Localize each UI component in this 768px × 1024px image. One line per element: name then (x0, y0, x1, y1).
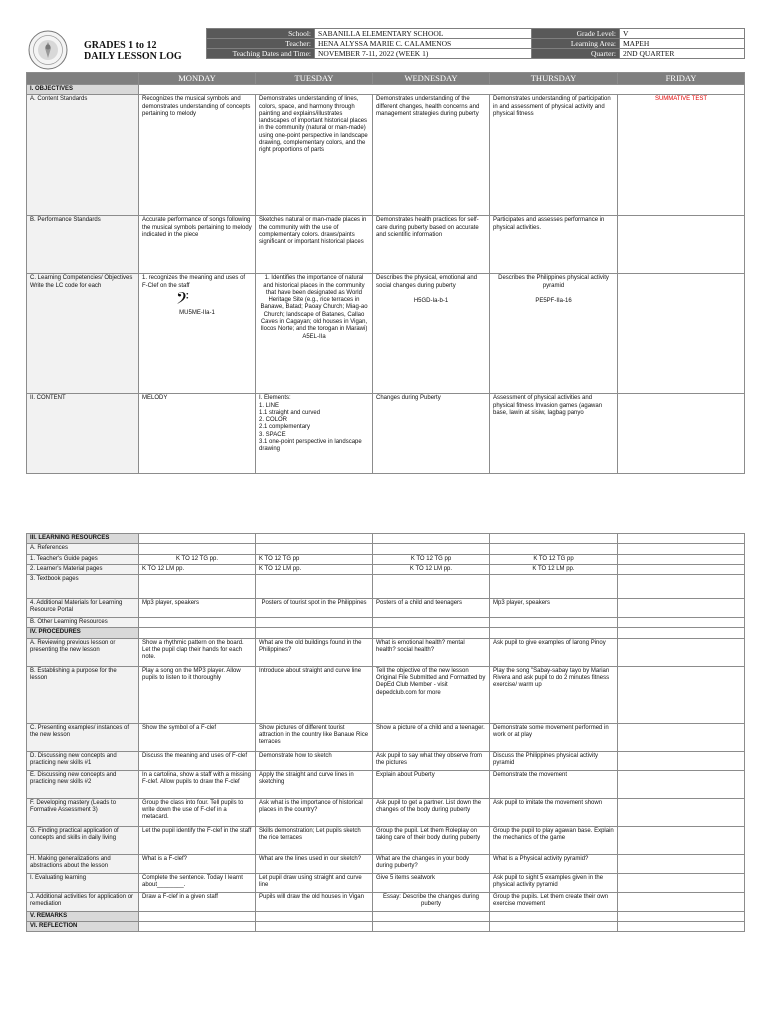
references-label: A. References (27, 544, 139, 554)
procedure-row (27, 723, 745, 751)
competencies-fri (618, 274, 745, 394)
procedure-tue: What are the old buildings found in the Philippines? (256, 638, 373, 666)
procedure-tue: Show pictures of different tourist attraction in the country like Banaue Rice terraces (256, 723, 373, 751)
content-mon: MELODY (139, 394, 256, 474)
competencies-mon-text: 1. recognizes the meaning and uses of F-Clef on the staff (142, 275, 246, 289)
procedure-wed: Tell the objective of the new lesson Original File Submitted and Formatted by DepEd Club Member - visit depedclub.com for more (373, 666, 490, 723)
day-header-tuesday: TUESDAY (256, 73, 373, 85)
teacher-value: HENA ALYSSA MARIE C. CALAMENOS (315, 39, 532, 49)
learners-material-row (27, 564, 745, 574)
competencies-thu-code: PE5PF-IIa-16 (535, 297, 572, 304)
brand-line-1: GRADES 1 to 12 (84, 40, 157, 51)
references-row (27, 544, 745, 554)
content-standards-wed: Demonstrates understanding of the different changes, health concerns and management strategies during puberty (373, 95, 490, 216)
procedure-wed: Explain about Puberty (373, 770, 490, 798)
day-header-thursday: THURSDAY (490, 73, 618, 85)
procedure-mon: Show a rhythmic pattern on the board. Let the pupil clap their hands for each note. (139, 638, 256, 666)
day-header-friday: FRIDAY (618, 73, 745, 85)
procedure-label: B. Establishing a purpose for the lesson (27, 666, 139, 723)
procedure-mon: Group the class into four. Tell pupils to write down the use of F-clef in a metacard. (139, 798, 256, 826)
additional-materials-wed: Posters of a child and teenagers (373, 599, 490, 618)
procedure-mon: Play a song on the MP3 player. Allow pupils to listen to it thoroughly (139, 666, 256, 723)
day-header-monday: MONDAY (139, 73, 256, 85)
learners-material-label: 2. Learner's Material pages (27, 564, 139, 574)
info-row-school (207, 29, 745, 39)
content-standards-mon: Recognizes the musical symbols and demonstrates understanding of concepts pertaining to melody (139, 95, 256, 216)
competencies-tue-code: A5EL-IIa (302, 333, 326, 340)
procedure-tue: Introduce about straight and curve line (256, 666, 373, 723)
procedure-row (27, 873, 745, 892)
competencies-row (27, 274, 745, 394)
procedure-label: E. Discussing new concepts and practicing new skills #2 (27, 770, 139, 798)
procedure-mon: Let the pupil identify the F-clef in the staff (139, 826, 256, 854)
content-standards-row (27, 95, 745, 216)
objectives-blank (139, 85, 745, 95)
procedure-row (27, 751, 745, 770)
procedure-wed: Give 5 items seatwork (373, 873, 490, 892)
performance-standards-tue: Sketches natural or man-made places in the community with the use of complementary colors. draws/paints significant or important historical places (256, 216, 373, 274)
procedure-label: I. Evaluating learning (27, 873, 139, 892)
day-header-row (27, 73, 745, 85)
content-row (27, 394, 745, 474)
procedure-tue: Apply the straight and curve lines in sketching (256, 770, 373, 798)
procedure-mon: What is a F-clef? (139, 854, 256, 873)
procedures-title: IV. PROCEDURES (27, 628, 139, 638)
info-row-teacher (207, 39, 745, 49)
procedure-tue: Skills demonstration; Let pupils sketch the rice terraces (256, 826, 373, 854)
dates-label: Teaching Dates and Time: (207, 49, 315, 59)
learners-material-wed: K TO 12 LM pp. (373, 564, 490, 574)
procedure-row (27, 666, 745, 723)
additional-materials-thu: Mp3 player, speakers (490, 599, 618, 618)
performance-standards-fri (618, 216, 745, 274)
teachers-guide-mon: K TO 12 TG pp. (139, 554, 256, 564)
content-thu: Assessment of physical activities and physical fitness Invasion games (agawan base, lawin at sisiw, Iagbag panyo (490, 394, 618, 474)
procedure-thu: Play the song "Sabay-sabay tayo by Marian Rivera and ask pupil to do 2 minutes fitness exercise/ warm up (490, 666, 618, 723)
procedure-row (27, 826, 745, 854)
procedure-label: J. Additional activities for application or remediation (27, 892, 139, 911)
procedure-row (27, 892, 745, 911)
resources-procedures-table (26, 533, 745, 932)
procedure-mon: Show the symbol of a F-clef (139, 723, 256, 751)
content-tue-line: I. Elements: (259, 395, 291, 402)
info-row-dates (207, 49, 745, 59)
objectives-table (26, 72, 745, 474)
content-fri (618, 394, 745, 474)
procedure-wed: What are the changes in your body during puberty? (373, 854, 490, 873)
performance-standards-label: B. Performance Standards (27, 216, 139, 274)
competencies-mon (139, 274, 256, 394)
performance-standards-row (27, 216, 745, 274)
additional-materials-tue: Posters of tourist spot in the Philippines (256, 599, 373, 618)
procedure-thu: What is a Physical activity pyramid? (490, 854, 618, 873)
learning-area-value: MAPEH (620, 39, 745, 49)
procedure-row (27, 770, 745, 798)
procedure-thu: Demonstrate the movement (490, 770, 618, 798)
procedure-label: C. Presenting examples/ instances of the new lesson (27, 723, 139, 751)
resources-section-row (27, 534, 745, 544)
competencies-label: C. Learning Competencies/ Objectives Write the LC code for each (27, 274, 139, 394)
grade-level-label: Grade Level: (532, 29, 620, 39)
procedure-thu: Demonstrate some movement performed in work or at play (490, 723, 618, 751)
other-resources-row (27, 618, 745, 628)
procedure-thu: Ask pupil to give examples of larong Pinoy (490, 638, 618, 666)
content-tue-line: 2.1 complementary (259, 424, 311, 431)
procedure-label: D. Discussing new concepts and practicing new skills #1 (27, 751, 139, 770)
school-value: SABANILLA ELEMENTARY SCHOOL (315, 29, 532, 39)
procedure-row (27, 638, 745, 666)
brand-line-2: DAILY LESSON LOG (84, 51, 182, 62)
teachers-guide-label: 1. Teacher's Guide pages (27, 554, 139, 564)
reflection-title: VI. REFLECTION (27, 922, 139, 932)
procedure-mon: Discuss the meaning and uses of F-clef (139, 751, 256, 770)
additional-materials-mon: Mp3 player, speakers (139, 599, 256, 618)
competencies-mon-code: MU5ME-IIa-1 (179, 309, 215, 316)
procedure-tue: Let pupil draw using straight and curve line (256, 873, 373, 892)
procedure-wed: Group the pupil. Let them Roleplay on taking care of their body during puberty (373, 826, 490, 854)
procedure-tue: Demonstrate how to sketch (256, 751, 373, 770)
content-tue (256, 394, 373, 474)
procedure-tue: Pupils will draw the old houses in Vigan (256, 892, 373, 911)
content-standards-tue: Demonstrates understanding of lines, colors, space, and harmony through painting and explains/illustrates landscapes of important historical places in the community (natural or man-made) using one-point perspective in landscape drawing, complementary colors, and the right proportions of parts (256, 95, 373, 216)
textbook-row (27, 575, 745, 599)
procedure-tue: What are the lines used in our sketch? (256, 854, 373, 873)
content-tue-line: 1. LINE (259, 402, 280, 409)
procedure-thu: Discuss the Philippines physical activity pyramid (490, 751, 618, 770)
procedure-label: G. Finding practical application of concepts and skills in daily living (27, 826, 139, 854)
content-standards-thu: Demonstrates understanding of participation in and assessment of physical activity and physical fitness (490, 95, 618, 216)
learning-area-label: Learning Area: (532, 39, 620, 49)
reflection-row (27, 922, 745, 932)
resources-title: III. LEARNING RESOURCES (27, 534, 139, 544)
textbook-label: 3. Textbook pages (27, 575, 139, 599)
competencies-wed-text: Describes the physical, emotional and social changes during puberty (376, 275, 478, 289)
grade-level-value: V (620, 29, 745, 39)
info-table (206, 28, 745, 59)
procedure-thu: Group the pupil to play agawan base. Explain the mechanics of the game (490, 826, 618, 854)
teachers-guide-tue: K TO 12 TG pp (256, 554, 373, 564)
procedure-thu: Ask pupil to imitate the movement shown (490, 798, 618, 826)
competencies-wed-code: H5GD-Ia-b-1 (413, 297, 449, 304)
content-wed: Changes during Puberty (373, 394, 490, 474)
remarks-title: V. REMARKS (27, 911, 139, 921)
procedure-row (27, 798, 745, 826)
day-header-blank (27, 73, 139, 85)
procedure-label: A. Reviewing previous lesson or presenting the new lesson (27, 638, 139, 666)
procedure-wed: Ask pupil to get a partner. List down the changes of the body during puberty (373, 798, 490, 826)
additional-materials-label: 4. Additional Materials for Learning Resource Portal (27, 599, 139, 618)
summative-test-label: SUMMATIVE TEST (618, 95, 745, 216)
performance-standards-thu: Participates and assesses performance in physical activities. (490, 216, 618, 274)
day-header-wednesday: WEDNESDAY (373, 73, 490, 85)
objectives-title: I. OBJECTIVES (27, 85, 139, 95)
learners-material-mon: K TO 12 LM pp. (139, 564, 256, 574)
competencies-wed (373, 274, 490, 394)
content-standards-label: A. Content Standards (27, 95, 139, 216)
teachers-guide-row (27, 554, 745, 564)
competencies-thu (490, 274, 618, 394)
content-tue-line: 2. COLOR (259, 417, 288, 424)
procedure-mon: Draw a F-clef in a given staff (139, 892, 256, 911)
content-label: II. CONTENT (27, 394, 139, 474)
teachers-guide-thu: K TO 12 TG pp (490, 554, 618, 564)
competencies-tue (256, 274, 373, 394)
bass-clef-icon: 𝄢 (176, 287, 189, 312)
procedure-wed: Ask pupil to say what they observe from the pictures (373, 751, 490, 770)
teachers-guide-wed: K TO 12 TG pp (373, 554, 490, 564)
procedure-label: H. Making generalizations and abstractions about the lesson (27, 854, 139, 873)
learners-material-tue: K TO 12 LM pp. (256, 564, 373, 574)
quarter-value: 2ND QUARTER (620, 49, 745, 59)
dates-value: NOVEMBER 7-11, 2022 (WEEK 1) (315, 49, 532, 59)
teacher-label: Teacher: (207, 39, 315, 49)
procedure-thu: Group the pupils. Let them create their own exercise movement (490, 892, 618, 911)
additional-materials-row (27, 599, 745, 618)
remarks-row (27, 911, 745, 921)
learners-material-thu: K TO 12 LM pp. (490, 564, 618, 574)
procedure-wed: Show a picture of a child and a teenager. (373, 723, 490, 751)
content-tue-line: 1.1 straight and curved (259, 409, 321, 416)
procedure-row (27, 854, 745, 873)
school-label: School: (207, 29, 315, 39)
performance-standards-mon: Accurate performance of songs following the musical symbols pertaining to melody indicated in the piece (139, 216, 256, 274)
deped-seal-icon (28, 30, 68, 70)
procedure-label: F. Developing mastery (Leads to Formative Assessment 3) (27, 798, 139, 826)
competencies-tue-text: 1. Identifies the importance of natural and historical places in the community that have been designated as World Heritage Site (e.g., rice terraces in Banawe, Batad; Paoay Church; Miag-ao Church; landscape of Batanes, Callao Caves in Cagayan; old houses in Vigan, Ilocos Norte; and the torogan in Marawi) (260, 275, 368, 333)
competencies-thu-text: Describes the Philippines physical activity pyramid (498, 275, 609, 289)
performance-standards-wed: Demonstrates health practices for self-care during puberty based on accurate and scientific information (373, 216, 490, 274)
procedure-thu: Ask pupil to sight 5 examples given in the physical activity pyramid (490, 873, 618, 892)
procedure-wed: Essay: Describe the changes during puberty (373, 892, 490, 911)
procedure-tue: Ask what is the importance of historical places in the country? (256, 798, 373, 826)
procedure-mon: In a cartolina, show a staff with a missing F-clef. Allow pupils to draw the F-clef (139, 770, 256, 798)
other-resources-label: B. Other Learning Resources (27, 618, 139, 628)
procedure-mon: Complete the sentence. Today I learnt about________. (139, 873, 256, 892)
objectives-section-row (27, 85, 745, 95)
procedure-wed: What is emotional health? mental health? social health? (373, 638, 490, 666)
content-tue-line: 3. SPACE (259, 431, 286, 438)
content-tue-line: 3.1 one-point perspective in landscape drawing (259, 439, 362, 453)
quarter-label: Quarter: (532, 49, 620, 59)
procedures-section-row (27, 628, 745, 638)
document-brand (84, 40, 182, 62)
